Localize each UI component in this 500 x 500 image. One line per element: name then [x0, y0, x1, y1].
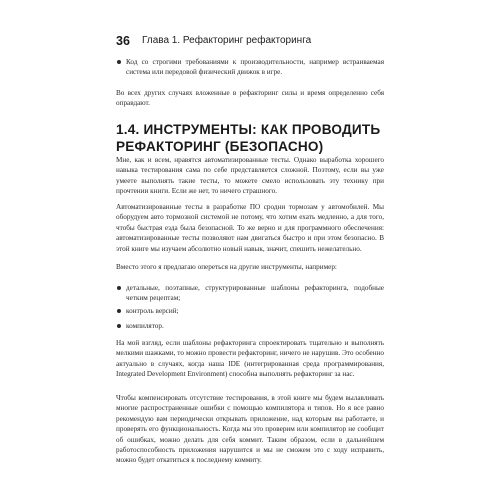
list-item-text: детальные, поэтапные, структурированные шаблоны рефакторинга, подобные четким рецептам; — [126, 284, 384, 303]
list-item — [116, 57, 384, 78]
list-item-text: контроль версий; — [126, 307, 179, 315]
list-item — [116, 283, 384, 304]
paragraph: На мой взгляд, если шаблоны рефакторинга спроектировать тщательно и выполнять мелкими шажками, то можно провести рефакторинг, ничего не нарушив. Это особенно актуально в случаях, когда наша IDE (интегрированная среда программирования, Integrated Development Environment) способна выполнять рефакторинг за нас. — [116, 339, 384, 379]
list-item-text: Код со строгими требованиями к производительности, например встраиваемая система или передовой физический движок в игре. — [126, 58, 384, 77]
list-item — [116, 321, 384, 331]
list-item — [116, 306, 384, 316]
page-number: 36 — [116, 34, 130, 48]
paragraph: Вместо этого я предлагаю опереться на другие инструменты, например: — [116, 263, 337, 271]
chapter-title: Глава 1. Рефакторинг рефакторинга — [142, 35, 312, 46]
page-header — [116, 33, 396, 49]
paragraph: Во всех других случаях вложенные в рефакторинг силы и время определенно себя оправдают. — [116, 89, 384, 108]
section-heading: 1.4. ИНСТРУМЕНТЫ: КАК ПРОВОДИТЬ РЕФАКТОРИНГ (БЕЗОПАСНО) — [116, 122, 381, 154]
bullet-icon — [117, 286, 121, 290]
bullet-icon — [117, 324, 121, 328]
paragraph: Чтобы компенсировать отсутствие тестирования, в этой книге мы будем вылавливать многие распространенные ошибки с помощью компилятора и типов. Но я все равно рекомендую вам периодически открывать приложение, над которым вы работаете, и проверять его функциональность. Когда мы это проверим или компилятор не сообщит об ошибках, можно делать для себя коммит. Таким образом, если в дальнейшем работоспособность приложения нарушится и мы не сможем это с ходу исправить, можно будет откатиться к последнему коммиту. — [116, 394, 384, 465]
paragraph: Автоматизированные тесты в разработке ПО сродни тормозам у автомобилей. Мы оборудуем авто тормозной системой не потому, что хотим ехать медленно, а для того, чтобы быстрая езда была безопасной. То же верно и для программного обеспечения: автоматизированные тесты позволяют нам двигаться быстро и при этом безопасно. В этой книге мы изучаем абсолютно новый навык, значит, спешить нежелательно. — [116, 203, 384, 253]
list-item-text: компилятор. — [126, 322, 164, 330]
paragraph: Мне, как и всем, нравятся автоматизированные тесты. Однако выработка хорошего навыка тестирования сама по себе представляется сложной. Поэтому, если вы уже умеете выполнять такие тесты, то можете смело использовать эту технику при прочтении книги. Если же нет, то ничего страшного. — [116, 156, 384, 196]
bullet-icon — [117, 309, 121, 313]
bullet-icon — [117, 60, 121, 64]
